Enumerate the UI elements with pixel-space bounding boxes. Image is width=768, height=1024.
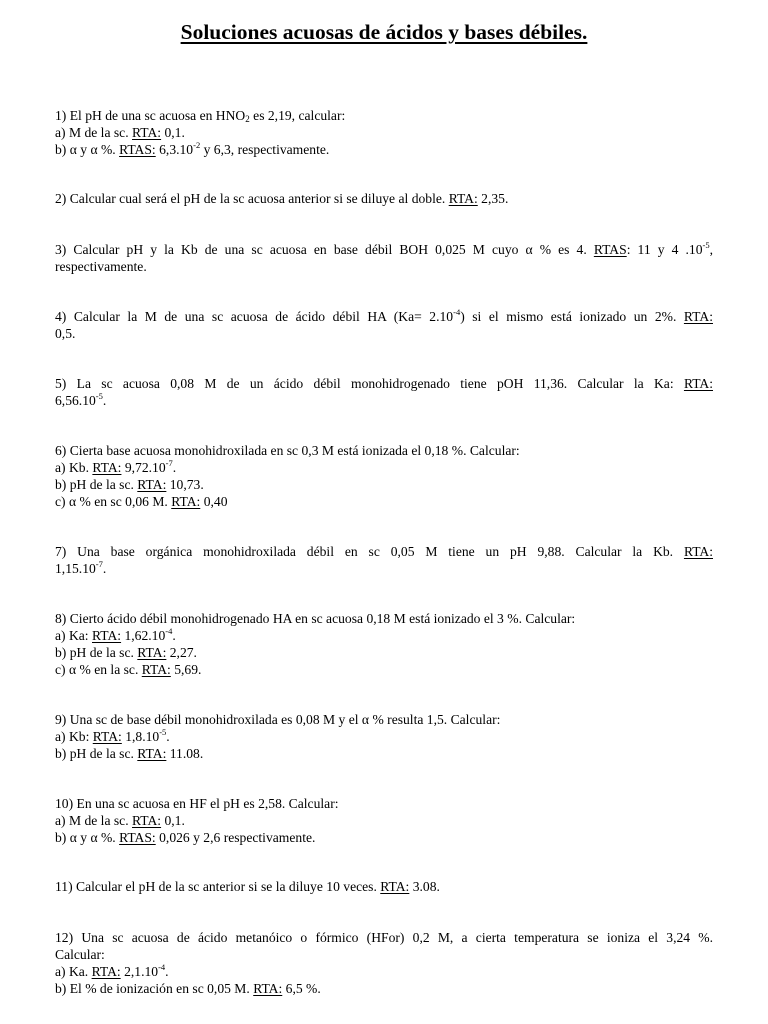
- answer-value: 0,5.: [55, 326, 76, 341]
- text: ) si el mismo está ionizado un 2%.: [460, 309, 684, 324]
- problem-statement: [55, 375, 713, 392]
- problem-10: [55, 795, 713, 846]
- text: 3) Calcular pH y la Kb de una sc acuosa en base débil BOH 0,025 M cuyo α % es 4.: [55, 242, 594, 257]
- problem-statement: 9) Una sc de base débil monohidroxilada es 0,08 M y el α % resulta 1,5. Calcular:: [55, 712, 501, 727]
- answer-value: .: [166, 729, 170, 744]
- answer-value: 11.08.: [166, 746, 204, 761]
- answer-value: ,: [709, 242, 714, 257]
- exponent: -4: [165, 626, 173, 636]
- problem-statement: [55, 190, 713, 207]
- part-b: [55, 141, 713, 158]
- problem-8: [55, 610, 713, 678]
- exponent: -5: [702, 240, 710, 250]
- answer-label: RTAS: [593, 242, 627, 257]
- answer-value: .: [102, 561, 107, 576]
- exponent: -5: [159, 727, 167, 737]
- answer-label: RTAS:: [119, 830, 156, 845]
- answer-value: .: [102, 393, 107, 408]
- problem-statement: [55, 241, 713, 258]
- exponent: -4: [453, 307, 461, 317]
- answer-value: 2,35.: [477, 191, 509, 206]
- answer-label: RTA:: [141, 662, 171, 677]
- answer-value: 10,73.: [166, 477, 204, 492]
- answer-label: RTA:: [137, 746, 167, 761]
- text: a) M de la sc.: [55, 813, 133, 828]
- problem-1: [55, 107, 713, 158]
- text: a) Kb:: [55, 729, 93, 744]
- answer-label: RTA:: [380, 879, 410, 894]
- part-b: [55, 980, 713, 997]
- answer-value: 6,5 %.: [282, 981, 321, 996]
- text: 11) Calcular el pH de la sc anterior si se la diluye 10 veces.: [55, 879, 381, 894]
- text: b) α y α %.: [55, 830, 120, 845]
- part-a: [55, 627, 713, 644]
- part-a: [55, 728, 713, 745]
- answer-value: 1,15.10: [55, 561, 96, 576]
- text: b) pH de la sc.: [55, 746, 138, 761]
- answer-value: .: [172, 628, 176, 643]
- problem-9: [55, 711, 713, 762]
- answer-label: RTA:: [171, 494, 201, 509]
- page-title: Soluciones acuosas de ácidos y bases débiles.: [180, 20, 588, 44]
- problem-statement: [55, 543, 713, 560]
- problem-12: [55, 929, 713, 997]
- answer-value: 1,8.10: [121, 729, 160, 744]
- text: 7) Una base orgánica monohidroxilada débil en sc 0,05 M tiene un pH 9,88. Calcular la Kb.: [55, 544, 684, 559]
- answer-value: 9,72.10: [121, 460, 166, 475]
- answer-label: RTA:: [137, 645, 167, 660]
- exponent: -4: [158, 962, 166, 972]
- problem-3: [55, 241, 713, 275]
- text: es 2,19, calcular:: [249, 108, 346, 123]
- answer-label: RTA:: [683, 309, 713, 324]
- answer-label: RTA:: [92, 460, 122, 475]
- text: a) Ka:: [55, 628, 92, 643]
- problem-statement: 8) Cierto ácido débil monohidrogenado HA en sc acuosa 0,18 M está ionizado el 3 %. Calcular:: [55, 611, 576, 626]
- problem-statement: 10) En una sc acuosa en HF el pH es 2,58. Calcular:: [55, 796, 339, 811]
- answer-label: RTA:: [137, 477, 167, 492]
- text: c) α % en sc 0,06 M.: [55, 494, 172, 509]
- answer-label: RTAS:: [119, 142, 156, 157]
- answer-value: 5,69.: [170, 662, 202, 677]
- text: b) El % de ionización en sc 0,05 M.: [55, 981, 254, 996]
- answer-value: .: [165, 964, 169, 979]
- answer-value: y 6,3, respectivamente.: [200, 142, 330, 157]
- problem-statement: [55, 107, 713, 124]
- subscript: 2: [245, 114, 250, 124]
- text: b) pH de la sc.: [55, 477, 138, 492]
- answer-line: [55, 560, 713, 577]
- answer-value: : 11 y 4 .10: [626, 242, 703, 257]
- exponent: -5: [95, 391, 103, 401]
- part-a: [55, 459, 713, 476]
- part-b: [55, 476, 713, 493]
- part-a: [55, 124, 713, 141]
- problem-statement-cont: Calcular:: [55, 947, 105, 962]
- answer-label: RTA:: [132, 813, 162, 828]
- answer-line: [55, 392, 713, 409]
- part-b: [55, 745, 713, 762]
- text: c) α % en la sc.: [55, 662, 142, 677]
- answer-value: 3.08.: [409, 879, 440, 894]
- problem-5: [55, 375, 713, 409]
- text: b) pH de la sc.: [55, 645, 138, 660]
- answer-value: 6,56.10: [55, 393, 96, 408]
- exponent: -7: [95, 559, 103, 569]
- answer-value: 2,1.10: [120, 964, 159, 979]
- answer-label: RTA:: [91, 964, 121, 979]
- problem-11: [55, 878, 713, 895]
- answer-label: RTA:: [132, 125, 162, 140]
- part-c: [55, 661, 713, 678]
- problem-statement: [55, 878, 713, 895]
- answer-label: RTA:: [448, 191, 478, 206]
- answer-label: RTA:: [683, 544, 713, 559]
- text: 1) El pH de una sc acuosa en HNO: [55, 108, 246, 123]
- text: 2) Calcular cual será el pH de la sc acuosa anterior si se diluye al doble.: [55, 191, 449, 206]
- answer-value: 0,1.: [161, 813, 185, 828]
- answer-label: RTA:: [253, 981, 283, 996]
- problem-statement-cont: respectivamente.: [55, 259, 147, 274]
- answer-value: .: [172, 460, 177, 475]
- problem-7: [55, 543, 713, 577]
- problem-statement: 6) Cierta base acuosa monohidroxilada en sc 0,3 M está ionizada el 0,18 %. Calcular:: [55, 443, 520, 458]
- answer-value: 0,40: [200, 494, 228, 509]
- text: 4) Calcular la M de una sc acuosa de ácido débil HA (Ka= 2.10: [55, 309, 454, 324]
- answer-value: 0,026 y 2,6 respectivamente.: [155, 830, 316, 845]
- problem-2: [55, 190, 713, 207]
- part-a: [55, 963, 713, 980]
- problem-6: [55, 442, 713, 510]
- text: b) α y α %.: [55, 142, 120, 157]
- part-b: [55, 644, 713, 661]
- problem-statement: 12) Una sc acuosa de ácido metanóico o fórmico (HFor) 0,2 M, a cierta temperatura se ioniza el 3,24 %.: [55, 930, 713, 945]
- answer-value: 2,27.: [166, 645, 197, 660]
- answer-value: 0,1.: [161, 125, 185, 140]
- problem-4: [55, 308, 713, 342]
- answer-value: 6,3.10: [155, 142, 194, 157]
- text: a) Kb.: [55, 460, 93, 475]
- problem-statement: [55, 308, 713, 325]
- part-b: [55, 829, 713, 846]
- answer-label: RTA:: [92, 628, 122, 643]
- text: a) M de la sc.: [55, 125, 133, 140]
- exponent: -7: [165, 458, 173, 468]
- answer-label: RTA:: [92, 729, 122, 744]
- text: a) Ka.: [55, 964, 92, 979]
- exponent: -2: [193, 140, 201, 150]
- text: 5) La sc acuosa 0,08 M de un ácido débil monohidrogenado tiene pOH 11,36. Calcular la Ka:: [55, 376, 684, 391]
- part-a: [55, 812, 713, 829]
- part-c: [55, 493, 713, 510]
- answer-value: 1,62.10: [121, 628, 166, 643]
- answer-label: RTA:: [683, 376, 713, 391]
